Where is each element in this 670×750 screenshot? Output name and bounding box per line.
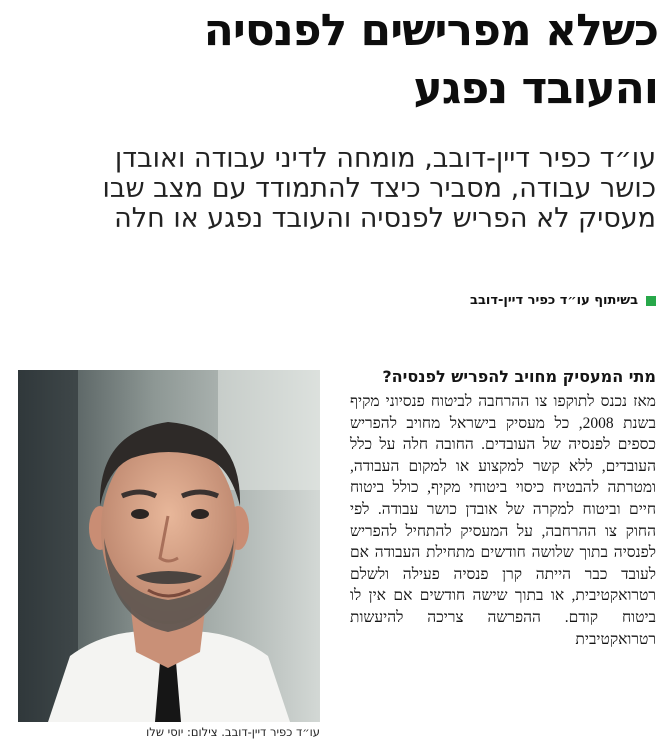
author-photo	[18, 370, 320, 722]
subheadline-line-2: כושר עבודה, מסביר כיצד להתמודד עם מצב שבו	[102, 173, 656, 204]
headline	[12, 2, 658, 118]
portrait-image	[18, 370, 320, 722]
article-body: מאז נכנס לתוקפו צו ההרחבה לביטוח פנסיוני מקיף בשנת 2008, כל מעסיק בישראל מחויב להפריש כספים לפנסיה של העובדים. החובה חלה על כלל העובדים, ללא קשר למקצוע או למקום העבודה, ומטרתה להבטיח כיסוי ביטוחי מקיף, כולל ביטוח חיים וביטוח למקרה של אובדן כושר עבודה. לפי החוק צו ההרחבה, על המעסיק להתחיל להפריש לפנסיה בתוך שלושה חודשים מתחילת העבודה אם לעובד כבר הייתה קרן פנסיה פעילה ולשלם רטרואקטיבית, או בתוך שישה חודשים אם אין לו ביטוח קודם. ההפרשה צריכה להיעשות רטרואקטיבית	[350, 393, 657, 648]
subheadline	[16, 144, 656, 234]
headline-line-1: כשלא מפרישים לפנסיה	[203, 5, 658, 56]
subheadline-line-3: מעסיק לא הפריש לפנסיה והעובד נפגע או חלה	[114, 203, 656, 234]
subheadline-line-1: עו״ד כפיר דיין-דובב, מומחה לדיני עבודה ואובדן	[114, 143, 656, 174]
sponsor-credit-text: בשיתוף עו״ד כפיר דיין-דובב	[470, 293, 638, 308]
green-square-icon	[646, 296, 656, 306]
section-heading: מתי המעסיק מחויב להפריש לפנסיה?	[382, 367, 656, 386]
sponsor-credit	[470, 292, 656, 310]
photo-caption: עו״ד כפיר דיין-דובב. צילום: יוסי שלו	[146, 725, 320, 739]
article-column	[350, 366, 656, 650]
headline-line-2: והעובד נפגע	[413, 63, 658, 114]
